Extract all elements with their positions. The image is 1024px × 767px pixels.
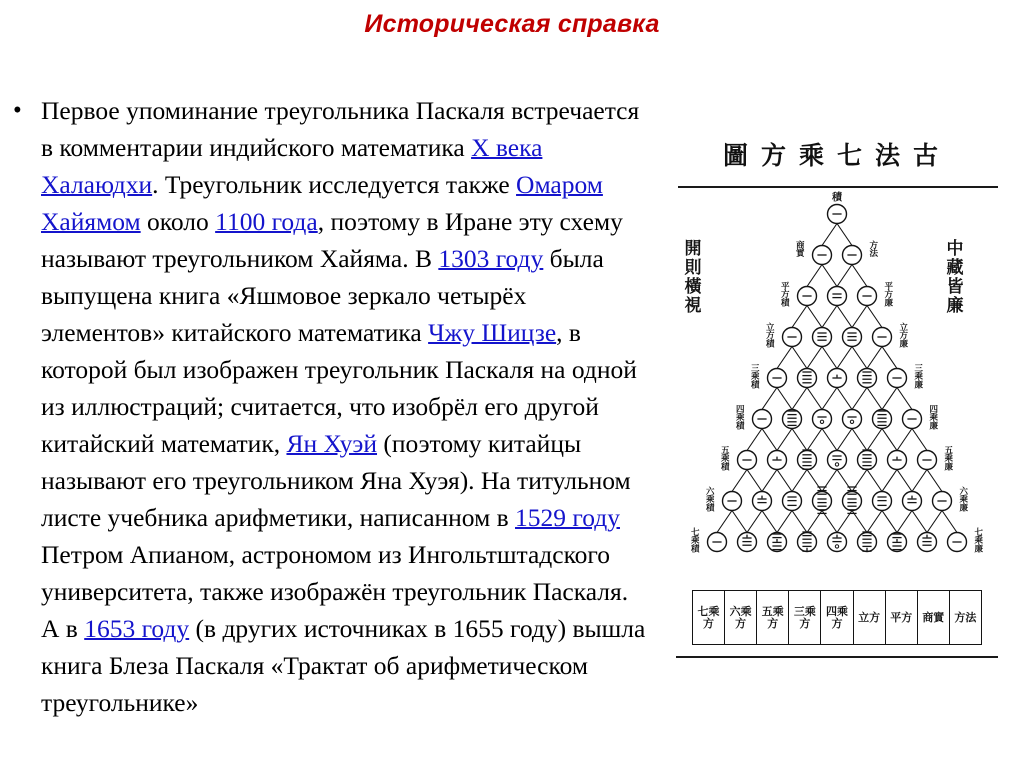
- triangle-edge: [747, 470, 762, 492]
- triangle-edge: [912, 511, 927, 533]
- inline-link[interactable]: 1100 года: [215, 207, 318, 236]
- edge-label-char: 三: [750, 364, 760, 374]
- triangle-edge: [867, 429, 882, 451]
- edge-label-char: 積: [780, 298, 790, 309]
- triangle-edge: [792, 388, 807, 410]
- triangle-node: [918, 533, 937, 552]
- triangle-edge: [822, 265, 837, 287]
- left-edge-label: [705, 486, 716, 513]
- triangle-edge: [822, 347, 837, 369]
- figure-bottom-rule: [676, 656, 998, 658]
- page-title: Историческая справка: [364, 10, 660, 38]
- node-circle: [843, 410, 862, 429]
- edge-label-char: 六: [705, 487, 715, 497]
- node-circle: [813, 410, 832, 429]
- triangle-node: [798, 450, 817, 470]
- triangle-node: [798, 369, 817, 388]
- pascal-triangle-diagram: [672, 188, 1002, 555]
- triangle-edge: [792, 470, 807, 492]
- table-cell-label: 立方: [858, 610, 881, 624]
- inline-link[interactable]: Чжу Шицзе: [428, 318, 557, 347]
- edge-label-char: 廉: [914, 380, 924, 391]
- triangle-edge: [777, 511, 792, 533]
- triangle-node: [888, 533, 907, 552]
- triangle-edge: [822, 306, 837, 328]
- triangle-edge: [867, 470, 882, 492]
- edge-label-char: 五: [720, 446, 730, 456]
- triangle-node: [858, 287, 877, 306]
- paragraph-run: Петром Апианом, астрономом из Ингольтштадского университета, также изображён треугольник Паскаля. А в: [41, 540, 629, 643]
- right-edge-label: [900, 322, 909, 349]
- triangle-edge: [897, 511, 912, 533]
- triangle-edge: [852, 470, 867, 492]
- edge-label-char: 乘: [914, 372, 924, 383]
- left-edge-label: [735, 405, 746, 431]
- node-circle: [903, 492, 922, 511]
- inline-link[interactable]: X века: [471, 133, 543, 162]
- table-cell-label: 六乘方: [729, 604, 752, 630]
- edge-label-char: 積: [750, 380, 760, 391]
- triangle-edge: [942, 511, 957, 533]
- triangle-edge: [867, 347, 882, 369]
- triangle-node: [813, 487, 832, 513]
- triangle-edge: [777, 429, 792, 451]
- triangle-edge: [732, 511, 747, 533]
- table-cell-label: 商實: [922, 610, 945, 624]
- edge-label-char: 七: [974, 528, 984, 538]
- triangle-node: [783, 492, 802, 511]
- edge-label-char: 乘: [705, 495, 715, 506]
- triangle-node: [828, 205, 847, 224]
- figure-header-chinese: 圖方乘七法古: [722, 141, 951, 170]
- triangle-edge: [882, 429, 897, 451]
- edge-label-char: 方: [884, 290, 894, 301]
- triangle-edge: [792, 429, 807, 451]
- triangle-edge: [762, 511, 777, 533]
- triangle-node: [768, 533, 787, 552]
- triangle-edge: [762, 429, 777, 451]
- node-circle: [753, 492, 772, 511]
- triangle-edge: [822, 429, 837, 451]
- edge-label-char: 四: [735, 405, 745, 415]
- triangle-node: [873, 328, 892, 347]
- triangle-edge: [777, 347, 792, 369]
- left-edge-label: [750, 364, 761, 390]
- paragraph-run: (поэтому китайцы называют его треугольником Яна Хуэя). На титульном листе учебника арифметики, написанном в: [41, 429, 631, 532]
- triangle-node: [843, 410, 862, 429]
- triangle-node: [828, 533, 847, 552]
- triangle-edge: [837, 306, 852, 328]
- node-circle: [828, 287, 847, 306]
- side-label-char: 皆: [946, 277, 964, 297]
- triangle-node: [843, 246, 862, 265]
- triangle-edge: [837, 470, 852, 492]
- triangle-edge: [867, 388, 882, 410]
- table-cell: [918, 591, 950, 644]
- edge-label-char: 廉: [944, 462, 954, 473]
- triangle-node: [753, 492, 772, 511]
- triangle-node: [843, 487, 862, 513]
- triangle-edge: [837, 347, 852, 369]
- triangle-edge: [837, 224, 852, 246]
- triangle-edge: [867, 511, 882, 533]
- triangle-node: [813, 328, 832, 347]
- triangle-edge: [792, 511, 807, 533]
- paragraph-run: . Треугольник исследуется также: [152, 170, 517, 199]
- side-label-char: 則: [684, 258, 702, 278]
- triangle-edge: [792, 306, 807, 328]
- triangle-edge: [882, 347, 897, 369]
- triangle-node: [798, 532, 817, 552]
- side-label-char: 開: [684, 239, 702, 259]
- table-cell-label: 五乘方: [761, 604, 784, 630]
- edge-label-char: 積: [690, 544, 700, 555]
- triangle-node: [723, 492, 742, 511]
- edge-label-char: 積: [705, 503, 715, 514]
- paragraph-run: была выпущена книга «Яшмовое зеркало четырёх элементов» китайского математика: [41, 244, 604, 347]
- edge-label-char: 乘: [959, 495, 969, 506]
- edge-label-char: 廉: [974, 544, 984, 555]
- table-cell: [693, 591, 725, 644]
- paragraph-run: , поэтому в Иране эту схему называют треугольником Хайяма. В: [41, 207, 623, 273]
- table-cell: [821, 591, 853, 644]
- right-edge-label: [975, 527, 984, 554]
- content-text-block: [8, 92, 648, 767]
- triangle-edge: [807, 306, 822, 328]
- triangle-edge: [912, 429, 927, 451]
- triangle-edge: [852, 388, 867, 410]
- paragraph-run: Первое упоминание треугольника Паскаля встречается в комментарии индийского математика: [41, 96, 640, 162]
- edge-label-char: 積: [720, 462, 730, 473]
- edge-label-char: 立: [765, 323, 775, 333]
- triangle-node: [753, 410, 772, 429]
- triangle-node: [828, 287, 847, 306]
- triangle-edge: [837, 388, 852, 410]
- triangle-node: [813, 246, 832, 265]
- table-cell: [757, 591, 789, 644]
- triangle-node: [783, 328, 802, 347]
- table-cell: [854, 591, 886, 644]
- triangle-edge: [897, 388, 912, 410]
- left-edge-label: [765, 322, 776, 349]
- edge-label-char: 積: [735, 421, 745, 432]
- triangle-node: [888, 451, 907, 470]
- table-cell-label: 方法: [954, 610, 977, 624]
- triangle-edge: [912, 470, 927, 492]
- triangle-edge: [807, 388, 822, 410]
- triangle-node: [768, 369, 787, 388]
- triangle-node: [858, 450, 877, 470]
- edge-label-char: 方: [765, 331, 775, 342]
- edge-label-char: 積: [765, 339, 775, 350]
- history-paragraph: [41, 92, 648, 721]
- triangle-node: [828, 451, 847, 470]
- triangle-edge: [852, 347, 867, 369]
- triangle-node: [873, 410, 892, 429]
- node-circle: [858, 451, 877, 470]
- edge-label-char: 六: [959, 487, 969, 497]
- triangle-edge: [807, 470, 822, 492]
- triangle-edge: [747, 511, 762, 533]
- triangle-node: [948, 533, 967, 552]
- triangle-node: [903, 492, 922, 511]
- edge-label-char: 廉: [929, 421, 939, 432]
- triangle-node: [858, 369, 877, 388]
- edge-label-char: 乘: [944, 454, 954, 465]
- triangle-edge: [927, 511, 942, 533]
- triangle-edge: [777, 388, 792, 410]
- right-edge-label: [930, 405, 939, 431]
- triangle-node: [738, 533, 757, 552]
- triangle-node: [933, 492, 952, 511]
- edge-label-char: 乘: [750, 372, 760, 383]
- paragraph-run: (в других источниках в 1655 году) вышла книга Блеза Паскаля «Трактат об арифметическом треугольнике»: [41, 614, 646, 717]
- right-edge-label: [945, 446, 954, 472]
- triangle-edge: [837, 429, 852, 451]
- edge-label-char: 乘: [720, 454, 730, 465]
- triangle-edge: [747, 429, 762, 451]
- side-label-char: 視: [684, 296, 702, 316]
- edge-label-char: 乘: [690, 536, 700, 547]
- left-edge-label: [690, 527, 701, 554]
- triangle-node: [858, 532, 877, 552]
- triangle-node: [828, 369, 847, 388]
- triangle-edge: [927, 470, 942, 492]
- triangle-edge: [717, 511, 732, 533]
- side-label-char: 廉: [946, 296, 964, 316]
- inline-link[interactable]: Ян Хуэй: [286, 429, 378, 458]
- side-label-char: 藏: [946, 258, 964, 278]
- yang-hui-triangle-figure: [672, 128, 1002, 673]
- inline-link[interactable]: 1653 году: [84, 614, 190, 643]
- triangle-edge: [852, 265, 867, 287]
- table-cell: [725, 591, 757, 644]
- triangle-node: [783, 410, 802, 429]
- edge-label-char: 平: [780, 282, 790, 292]
- triangle-edge: [762, 388, 777, 410]
- table-cell-label: 平方: [890, 610, 913, 624]
- triangle-node: [768, 451, 787, 470]
- bullet-list-item: [8, 92, 648, 721]
- triangle-edge: [897, 470, 912, 492]
- inline-link[interactable]: Халаюдхи: [41, 170, 153, 199]
- triangle-node: [813, 410, 832, 429]
- apex-label: 積: [832, 192, 842, 204]
- triangle-edge: [882, 511, 897, 533]
- triangle-edge: [882, 388, 897, 410]
- inline-link[interactable]: Омаром Хайямом: [41, 170, 603, 236]
- edge-label-char: 平: [884, 282, 894, 292]
- side-label-char: 橫: [684, 277, 702, 297]
- edge-label-char: 四: [929, 405, 939, 415]
- left-edge-label: [720, 446, 731, 472]
- edge-label-char: 實: [795, 249, 805, 260]
- triangle-edge: [777, 470, 792, 492]
- right-edge-label: [960, 486, 969, 513]
- triangle-edge: [807, 265, 822, 287]
- edge-label-char: 乘: [974, 536, 984, 547]
- triangle-edge: [762, 470, 777, 492]
- triangle-edge: [852, 306, 867, 328]
- triangle-edge: [732, 470, 747, 492]
- triangle-node: [738, 451, 757, 470]
- right-edge-label: [915, 364, 924, 390]
- triangle-edge: [822, 224, 837, 246]
- triangle-edge: [807, 429, 822, 451]
- right-edge-label: [870, 240, 879, 259]
- node-circle: [798, 451, 817, 470]
- triangle-edge: [807, 347, 822, 369]
- edge-label-char: 方: [899, 331, 909, 342]
- triangle-node: [708, 533, 727, 552]
- edge-label-char: 廉: [899, 339, 909, 350]
- bullet-marker: •: [13, 97, 22, 124]
- paragraph-run: , в которой был изображен треугольник Паскаля на одной из иллюстраций; считается, что изобрёл его другой китайский математик,: [41, 318, 637, 458]
- edge-label-char: 乘: [929, 413, 939, 424]
- paragraph-run: около: [140, 207, 216, 236]
- triangle-edge: [822, 388, 837, 410]
- triangle-edge: [882, 470, 897, 492]
- side-label-char: 中: [946, 239, 964, 259]
- edge-label-char: 法: [869, 249, 879, 260]
- triangle-node: [888, 369, 907, 388]
- figure-bottom-table: [692, 590, 982, 645]
- triangle-node: [903, 410, 922, 429]
- inline-link[interactable]: 1529 году: [515, 503, 620, 532]
- edge-label-char: 商: [795, 241, 805, 251]
- table-cell-label: 三乘方: [793, 604, 816, 630]
- edge-label-char: 七: [690, 528, 700, 538]
- triangle-edge: [867, 306, 882, 328]
- table-cell-label: 七乘方: [697, 604, 720, 630]
- edge-label-char: 三: [914, 364, 924, 374]
- edge-label-char: 立: [899, 323, 909, 333]
- triangle-node: [798, 287, 817, 306]
- triangle-node: [843, 328, 862, 347]
- edge-label-char: 方: [869, 241, 879, 251]
- triangle-edge: [792, 347, 807, 369]
- edge-label-char: 廉: [884, 298, 894, 309]
- triangle-edge: [897, 429, 912, 451]
- table-cell: [886, 591, 918, 644]
- inline-link[interactable]: 1303 году: [438, 244, 544, 273]
- edge-label-char: 五: [944, 446, 954, 456]
- edge-label-char: 方: [780, 290, 790, 301]
- triangle-node: [873, 492, 892, 511]
- edge-label-char: 廉: [959, 503, 969, 514]
- triangle-edge: [852, 429, 867, 451]
- triangle-edge: [837, 265, 852, 287]
- triangle-edge: [822, 470, 837, 492]
- left-edge-label: [796, 240, 805, 259]
- table-cell: [789, 591, 821, 644]
- triangle-node: [918, 451, 937, 470]
- right-edge-label: [885, 281, 894, 308]
- table-cell-label: 四乘方: [825, 604, 848, 630]
- edge-label-char: 乘: [735, 413, 745, 424]
- table-cell: [950, 591, 981, 644]
- left-edge-label: [780, 281, 791, 308]
